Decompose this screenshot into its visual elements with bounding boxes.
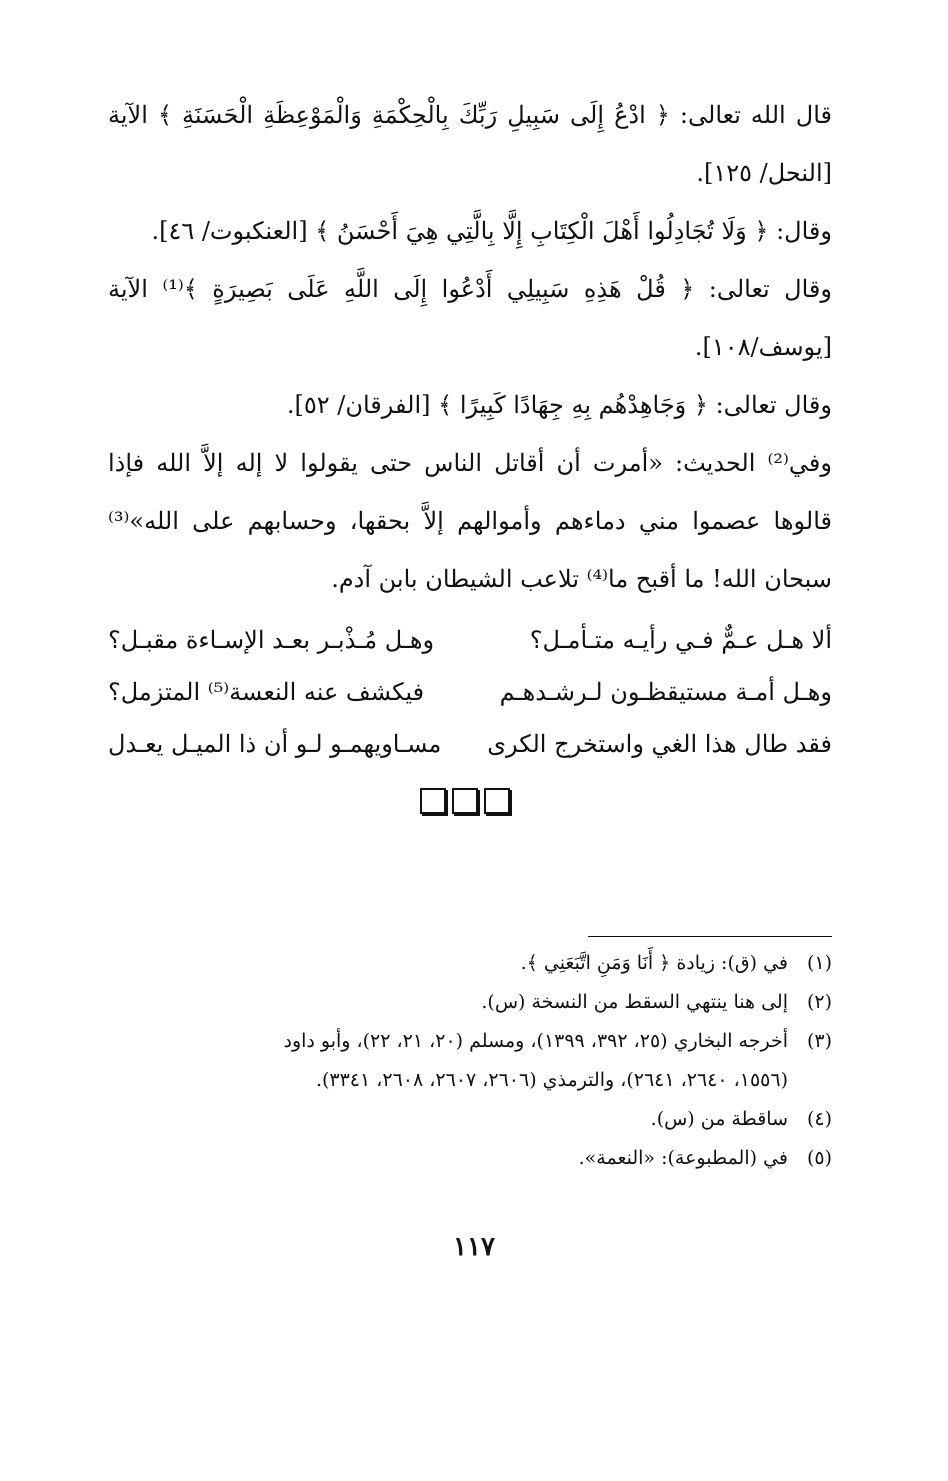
separator-box-icon	[452, 788, 478, 814]
poem-line	[108, 614, 832, 666]
poem-line	[108, 666, 832, 718]
paragraph-verse-ankabut: وقال: ﴿ وَلَا تُجَادِلُوا أَهْلَ الْكِتَابِ إِلَّا بِالَّتِي هِيَ أَحْسَنُ ﴾ [العنكبوت/ ٤٦].	[151, 217, 832, 245]
section-separator	[420, 788, 510, 814]
poem-hemistich-first: وهـل أمـة مستيقظـون لـرشـدهـم	[499, 678, 832, 706]
poem-line	[108, 718, 832, 770]
poem-hemistich-second: فيكشف عنه النعسة⁽⁵⁾ المتزمل؟	[108, 678, 425, 706]
footnote-divider	[588, 936, 832, 937]
paragraph-verse-yusuf: وقال تعالى: ﴿ قُلْ هَذِهِ سَبِيلِي أَدْعُوا إِلَى اللَّهِ عَلَى بَصِيرَةٍ ﴾⁽¹⁾ الآية [يوسف/١٠٨].	[108, 275, 832, 361]
main-text	[108, 86, 832, 770]
poem-hemistich-second: مسـاويهمـو لـو أن ذا الميـل يعـدل	[108, 730, 442, 758]
footnote-continuation: (١٥٥٦، ٢٦٤٠، ٢٦٤١)، والترمذي (٢٦٠٦، ٢٦٠٧، ٢٦٠٨، ٣٣٤١).	[315, 1069, 788, 1091]
poem	[108, 614, 832, 770]
footnote	[108, 1139, 832, 1178]
paragraph-verse-furqan: وقال تعالى: ﴿ وَجَاهِدْهُم بِهِ جِهَادًا كَبِيرًا ﴾ [الفرقان/ ٥٢].	[286, 391, 832, 419]
poem-hemistich-second: وهـل مُـذْبـر بعـد الإسـاءة مقبـل؟	[108, 626, 435, 654]
footnote-text: في (ق): زيادة ﴿ أَنَا وَمَنِ اتَّبَعَنِي ﴾.	[520, 952, 788, 974]
footnote	[108, 1100, 832, 1139]
footnote-number: (١)	[806, 952, 832, 974]
footnote-number: (٢)	[806, 991, 832, 1013]
footnote	[108, 983, 832, 1022]
footnote-number: (٣)	[806, 1030, 832, 1052]
footnote	[108, 944, 832, 983]
paragraph-hadith: وفي⁽²⁾ الحديث: «أمرت أن أقاتل الناس حتى يقولوا لا إله إلاَّ الله فإذا قالوها عصموا مني دماءهم وأموالهم إلاَّ بحقها، وحسابهم على الله»⁽³⁾ سبحان الله! ما أقبح ما⁽⁴⁾ تلاعب الشيطان بابن آدم.	[108, 449, 832, 593]
footnote-text: ساقطة من (س).	[650, 1108, 788, 1130]
footnote-number: (٥)	[806, 1147, 832, 1169]
poem-hemistich-first: فقد طال هذا الغي واستخرج الكرى	[487, 730, 832, 758]
separator-box-icon	[420, 788, 446, 814]
footnote-text: إلى هنا ينتهي السقط من النسخة (س).	[481, 991, 788, 1013]
separator-box-icon	[484, 788, 510, 814]
page-number: ١١٧	[453, 1232, 495, 1262]
footnote-number: (٤)	[806, 1108, 832, 1130]
paragraph-verse-nahl: قال الله تعالى: ﴿ ادْعُ إِلَى سَبِيلِ رَبِّكَ بِالْحِكْمَةِ وَالْمَوْعِظَةِ الْحَسَنَةِ ﴾ الآية [النحل/ ١٢٥].	[108, 101, 832, 187]
footnote-text: في (المطبوعة): «النعمة».	[578, 1147, 788, 1169]
footnote	[108, 1022, 832, 1100]
footnote-text: أخرجه البخاري (٢٥، ٣٩٢، ١٣٩٩)، ومسلم (٢٠، ٢١، ٢٢)، وأبو داود	[283, 1030, 788, 1052]
footnotes	[108, 944, 832, 1178]
poem-hemistich-first: ألا هـل عـمٌّ فـي رأيـه متـأمـل؟	[529, 626, 832, 654]
